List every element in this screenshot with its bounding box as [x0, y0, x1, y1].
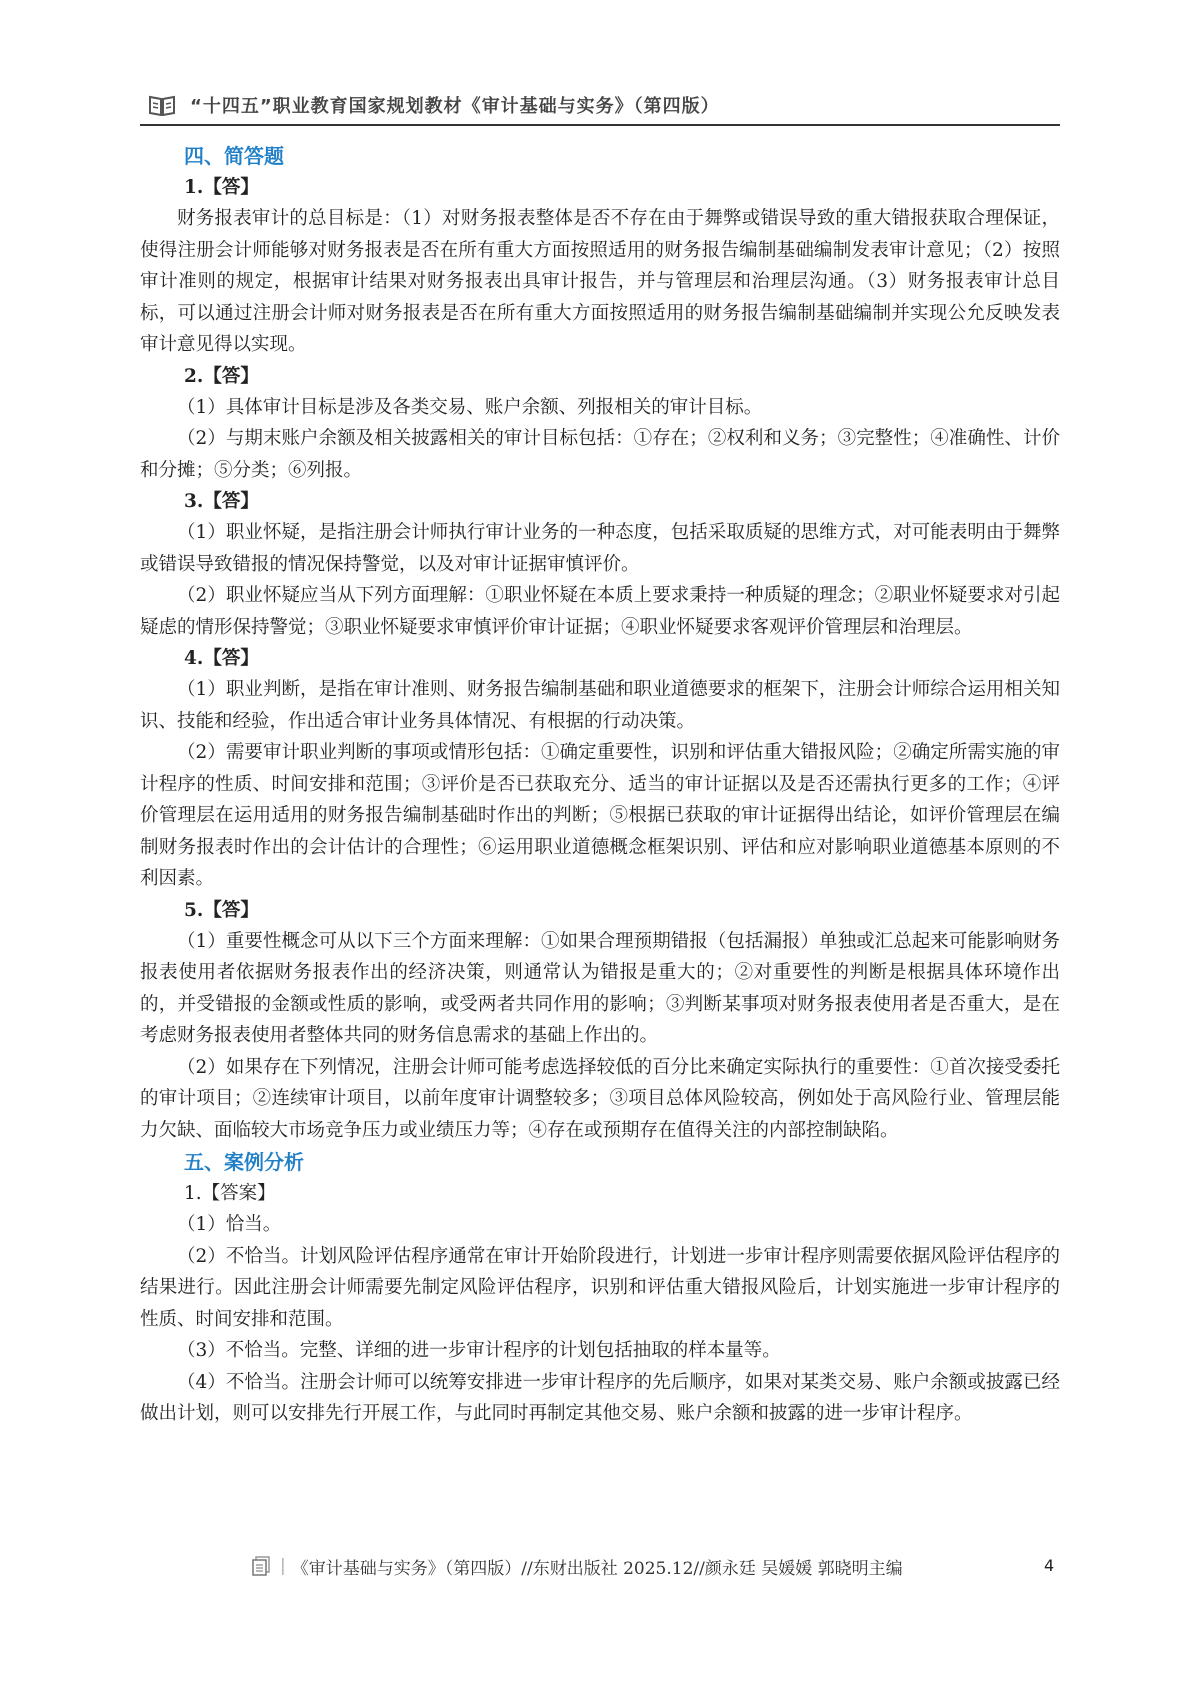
section-heading-short-answer: 四、简答题 [184, 144, 284, 168]
document-stack-icon [250, 1555, 272, 1577]
answer-paragraph: 财务报表审计的总目标是：（1）对财务报表整体是否不存在由于舞弊或错误导致的重大错报获取合理保证，使得注册会计师能够对财务报表是否在所有重大方面按照适用的财务报告编制基础编制发表审计意见；（2）按照审计准则的规定，根据审计结果对财务报表出具审计报告，并与管理层和治理层沟通。（3）财务报表审计总目标，可以通过注册会计师对财务报表是否在所有重大方面按照适用的财务报告编制基础编制并实现公允反映发表审计意见得以实现。 [140, 208, 1060, 355]
answer-paragraph: （2）不恰当。计划风险评估程序通常在审计开始阶段进行，计划进一步审计程序则需要依据风险评估程序的结果进行。因此注册会计师需要先制定风险评估程序，识别和评估重大错报风险后，计划实施进一步审计程序的性质、时间安排和范围。 [140, 1245, 1060, 1330]
answer-paragraph: （2）与期末账户余额及相关披露相关的审计目标包括：①存在；②权利和义务；③完整性；④准确性、计价和分摊；⑤分类；⑥列报。 [140, 428, 1060, 481]
question-number-5: 5.【答】 [184, 899, 259, 921]
question-number-1: 1.【答】 [184, 177, 259, 198]
header-title: “十四五”职业教育国家规划教材《审计基础与实务》（第四版） [190, 96, 720, 117]
header-rule [140, 124, 1060, 126]
question-number-2: 2.【答】 [184, 365, 259, 387]
question-number-3: 3.【答】 [184, 491, 259, 512]
page-number: 4 [1044, 1556, 1055, 1575]
answer-paragraph: （1）重要性概念可从以下三个方面来理解：①如果合理预期错报（包括漏报）单独或汇总起来可能影响财务报表使用者依据财务报表作出的经济决策，则通常认为错报是重大的；②对重要性的判断是根据具体环境作出的，并受错报的金额或性质的影响，或受两者共同作用的影响；③判断某事项对财务报表使用者是否重大，是在考虑财务报表使用者整体共同的财务信息需求的基础上作出的。 [140, 930, 1060, 1046]
running-footer [250, 1552, 1060, 1580]
answer-paragraph: （1）恰当。 [177, 1214, 282, 1235]
answer-paragraph: （2）如果存在下列情况，注册会计师可能考虑选择较低的百分比来确定实际执行的重要性：①首次接受委托的审计项目；②连续审计项目，以前年度审计调整较多；③项目总体风险较高，例如处于高风险行业、管理层能力欠缺、面临较大市场竞争压力或业绩压力等；④存在或预期存在值得关注的内部控制缺陷。 [140, 1056, 1060, 1141]
footer-separator: | [280, 1556, 286, 1576]
answer-paragraph: （2）需要审计职业判断的事项或情形包括：①确定重要性，识别和评估重大错报风险；②确定所需实施的审计程序的性质、时间安排和范围；③评价是否已获取充分、适当的审计证据以及是否还需执行更多的工作；④评价管理层在运用适用的财务报告编制基础时作出的判断；⑤根据已获取的审计证据得出结论，如评价管理层在编制财务报表时作出的会计估计的合理性；⑥运用职业道德概念框架识别、评估和应对影响职业道德基本原则的不利因素。 [140, 742, 1060, 889]
answer-paragraph: （3）不恰当。完整、详细的进一步审计程序的计划包括抽取的样本量等。 [177, 1340, 781, 1361]
answer-paragraph: （1）具体审计目标是涉及各类交易、账户余额、列报相关的审计目标。 [177, 396, 763, 418]
section-heading-case-analysis: 五、案例分析 [184, 1150, 304, 1174]
case-number-1: 1.【答案】 [184, 1183, 276, 1204]
answer-paragraph: （1）职业判断，是指在审计准则、财务报告编制基础和职业道德要求的框架下，注册会计师综合运用相关知识、技能和经验，作出适合审计业务具体情况、有根据的行动决策。 [140, 679, 1060, 732]
open-book-icon [148, 94, 176, 116]
answer-paragraph: （4）不恰当。注册会计师可以统筹安排进一步审计程序的先后顺序，如果对某类交易、账户余额或披露已经做出计划，则可以安排先行开展工作，与此同时再制定其他交易、账户余额和披露的进一步审计程序。 [140, 1371, 1060, 1424]
running-header [148, 88, 1060, 122]
main-content [140, 140, 1060, 1430]
footer-citation: 《审计基础与实务》（第四版）//东财出版社 2025.12//颜永廷 吴媛媛 郭晓明主编 [291, 1558, 903, 1579]
answer-paragraph: （2）职业怀疑应当从下列方面理解：①职业怀疑在本质上要求秉持一种质疑的理念；②职业怀疑要求对引起疑虑的情形保持警觉；③职业怀疑要求审慎评价审计证据；④职业怀疑要求客观评价管理层和治理层。 [140, 585, 1060, 638]
question-number-4: 4.【答】 [184, 648, 259, 669]
answer-paragraph: （1）职业怀疑，是指注册会计师执行审计业务的一种态度，包括采取质疑的思维方式，对可能表明由于舞弊或错误导致错报的情况保持警觉，以及对审计证据审慎评价。 [140, 522, 1060, 575]
